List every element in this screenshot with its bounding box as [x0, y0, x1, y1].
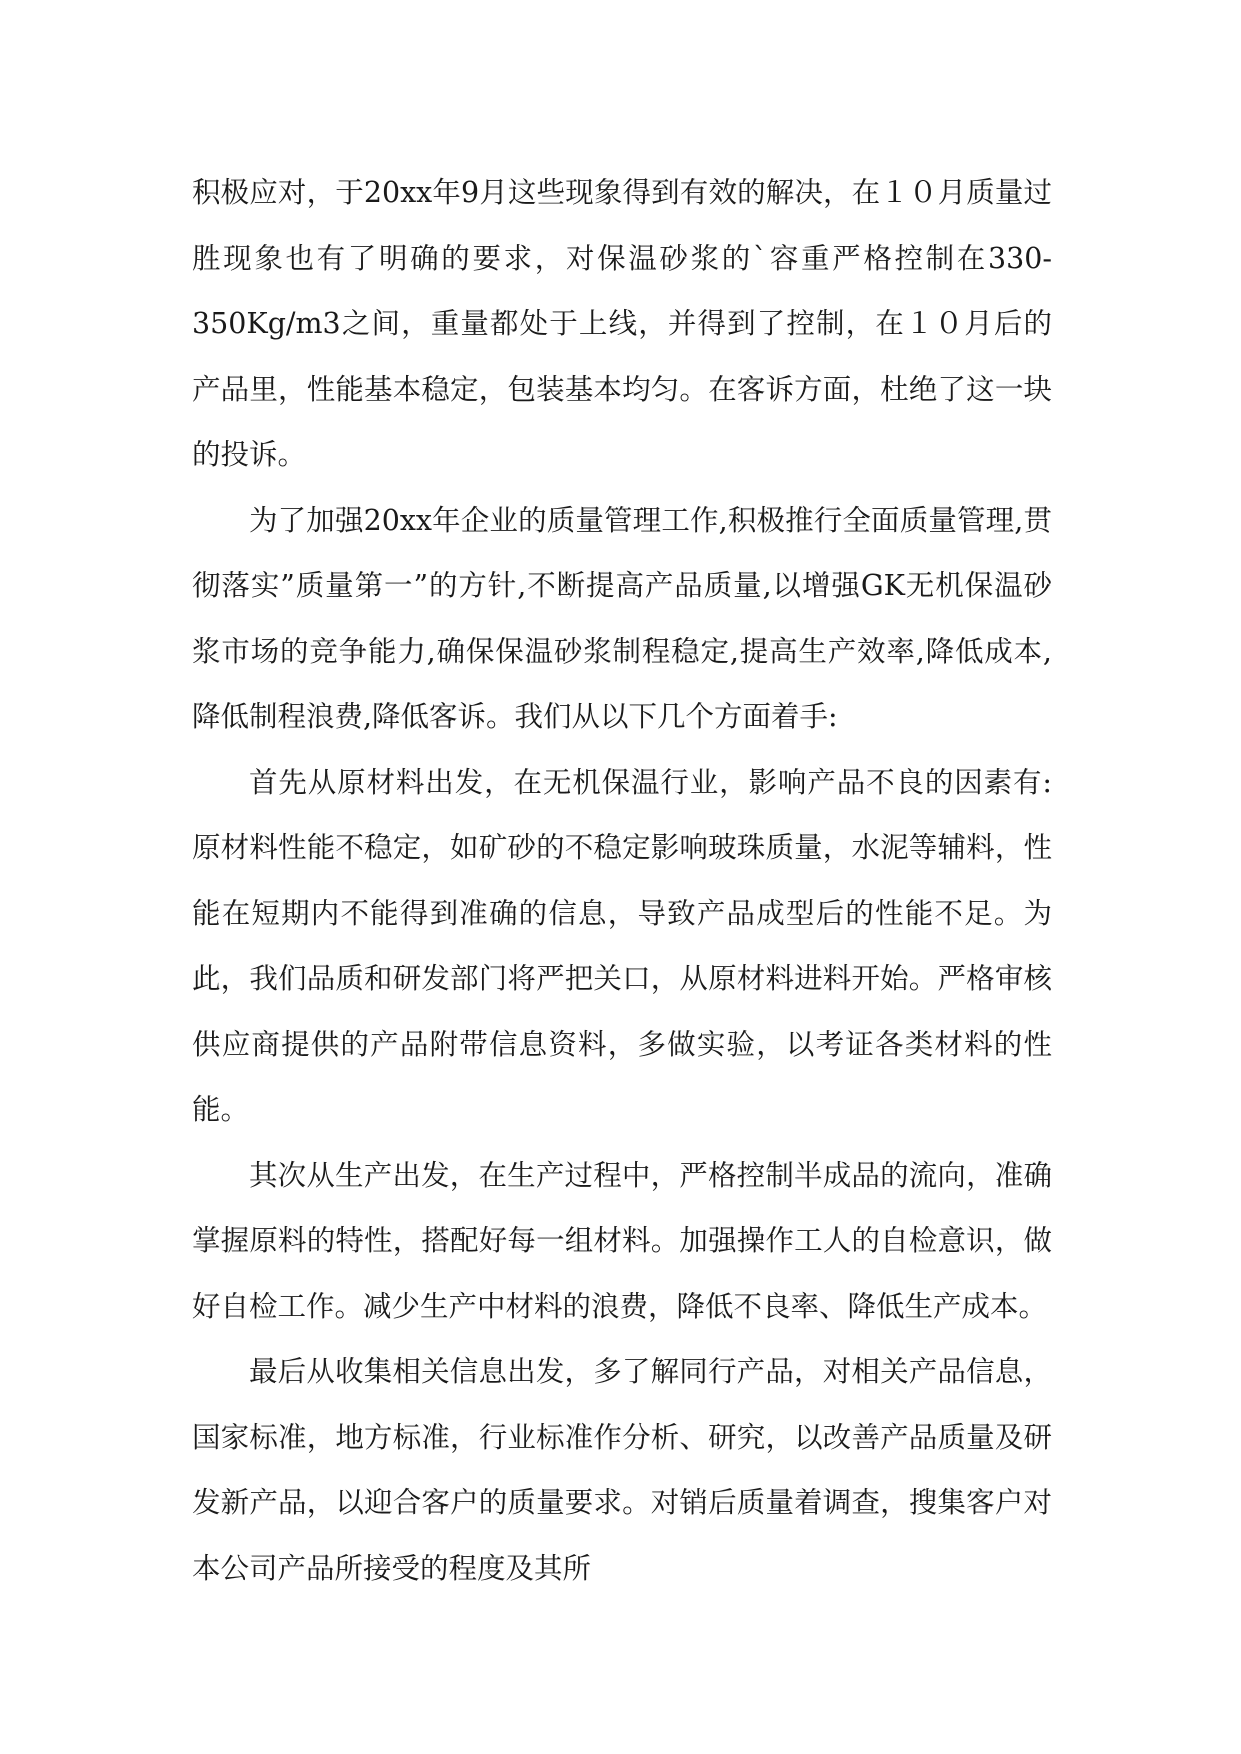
document-body	[192, 160, 1052, 1601]
paragraph-5: 最后从收集相关信息出发，多了解同行产品，对相关产品信息，国家标准，地方标准，行业标准作分析、研究，以改善产品质量及研发新产品，以迎合客户的质量要求。对销后质量着调查，搜集客户对本公司产品所接受的程度及其所	[192, 1355, 1052, 1585]
paragraph-4: 其次从生产出发，在生产过程中，严格控制半成品的流向，准确掌握原料的特性，搭配好每一组材料。加强操作工人的自检意识，做好自检工作。减少生产中材料的浪费，降低不良率、降低生产成本。	[192, 1158, 1052, 1323]
paragraph-2: 为了加强20xx年企业的质量管理工作,积极推行全面质量管理,贯彻落实”质量第一”的方针,不断提高产品质量,以增强GK无机保温砂浆市场的竞争能力,确保保温砂浆制程稳定,提高生产效率,降低成本,降低制程浪费,降低客诉。我们从以下几个方面着手:	[192, 503, 1052, 733]
paragraph-3: 首先从原材料出发，在无机保温行业，影响产品不良的因素有:原材料性能不稳定，如矿砂的不稳定影响玻珠质量，水泥等辅料，性能在短期内不能得到准确的信息，导致产品成型后的性能不足。为此，我们品质和研发部门将严把关口，从原材料进料开始。严格审核供应商提供的产品附带信息资料，多做实验，以考证各类材料的性能。	[192, 765, 1052, 1126]
paragraph-1: 积极应对，于20xx年9月这些现象得到有效的解决，在１０月质量过胜现象也有了明确的要求，对保温砂浆的`容重严格控制在330-350Kg/m3之间，重量都处于上线，并得到了控制，在１０月后的产品里，性能基本稳定，包装基本均匀。在客诉方面，杜绝了这一块的投诉。	[192, 176, 1052, 471]
